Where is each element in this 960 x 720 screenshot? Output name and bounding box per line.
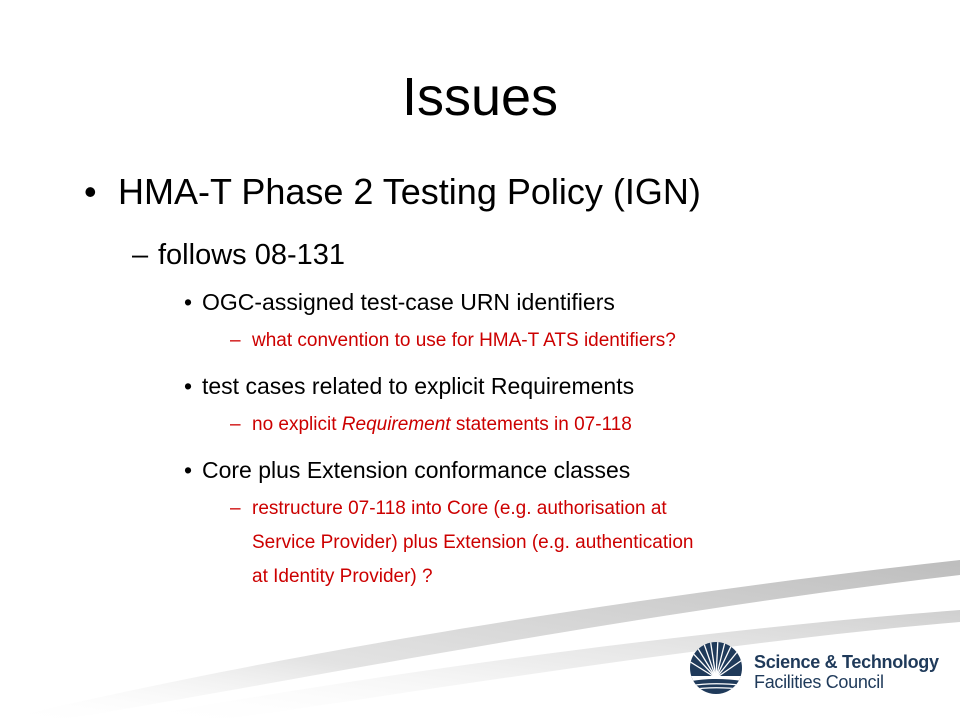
stfc-logo [688,638,948,698]
bullet-level3-text: Core plus Extension conformance classes [202,457,631,483]
bullet-level3-text: OGC-assigned test-case URN identifiers [202,289,615,315]
bullet-level4-text: Service Provider) plus Extension (e.g. authentication [252,532,694,553]
dash-icon: – [230,414,241,435]
bullet-level4-text: restructure 07-118 into Core (e.g. authorisation at [252,498,667,519]
dash-icon: – [132,239,149,271]
slide-title: Issues [401,67,559,127]
dash-icon: – [230,498,241,519]
bullet-icon: • [84,171,97,212]
logo-text [754,652,939,692]
logo-sunburst-icon [688,638,748,698]
bullet-level4-text: what convention to use for HMA-T ATS identifiers? [252,330,676,351]
bullet-level4-text: at Identity Provider) ? [252,566,433,587]
bullet-level1-text: HMA-T Phase 2 Testing Policy (IGN) [118,171,701,212]
bullet-icon: • [184,457,193,483]
text-segment: statements in 07-118 [450,414,632,435]
text-segment-italic: Requirement [341,414,451,435]
bullet-icon: • [184,289,193,315]
logo-line2: Facilities Council [754,672,884,692]
logo-line1: Science & Technology [754,652,939,672]
bullet-level3-text: test cases related to explicit Requirements [202,373,635,399]
bullet-level2-text: follows 08-131 [158,239,345,271]
bullet-icon: • [184,373,193,399]
dash-icon: – [230,330,241,351]
text-segment: no explicit [252,414,342,435]
bullet-level4-text [252,412,632,438]
